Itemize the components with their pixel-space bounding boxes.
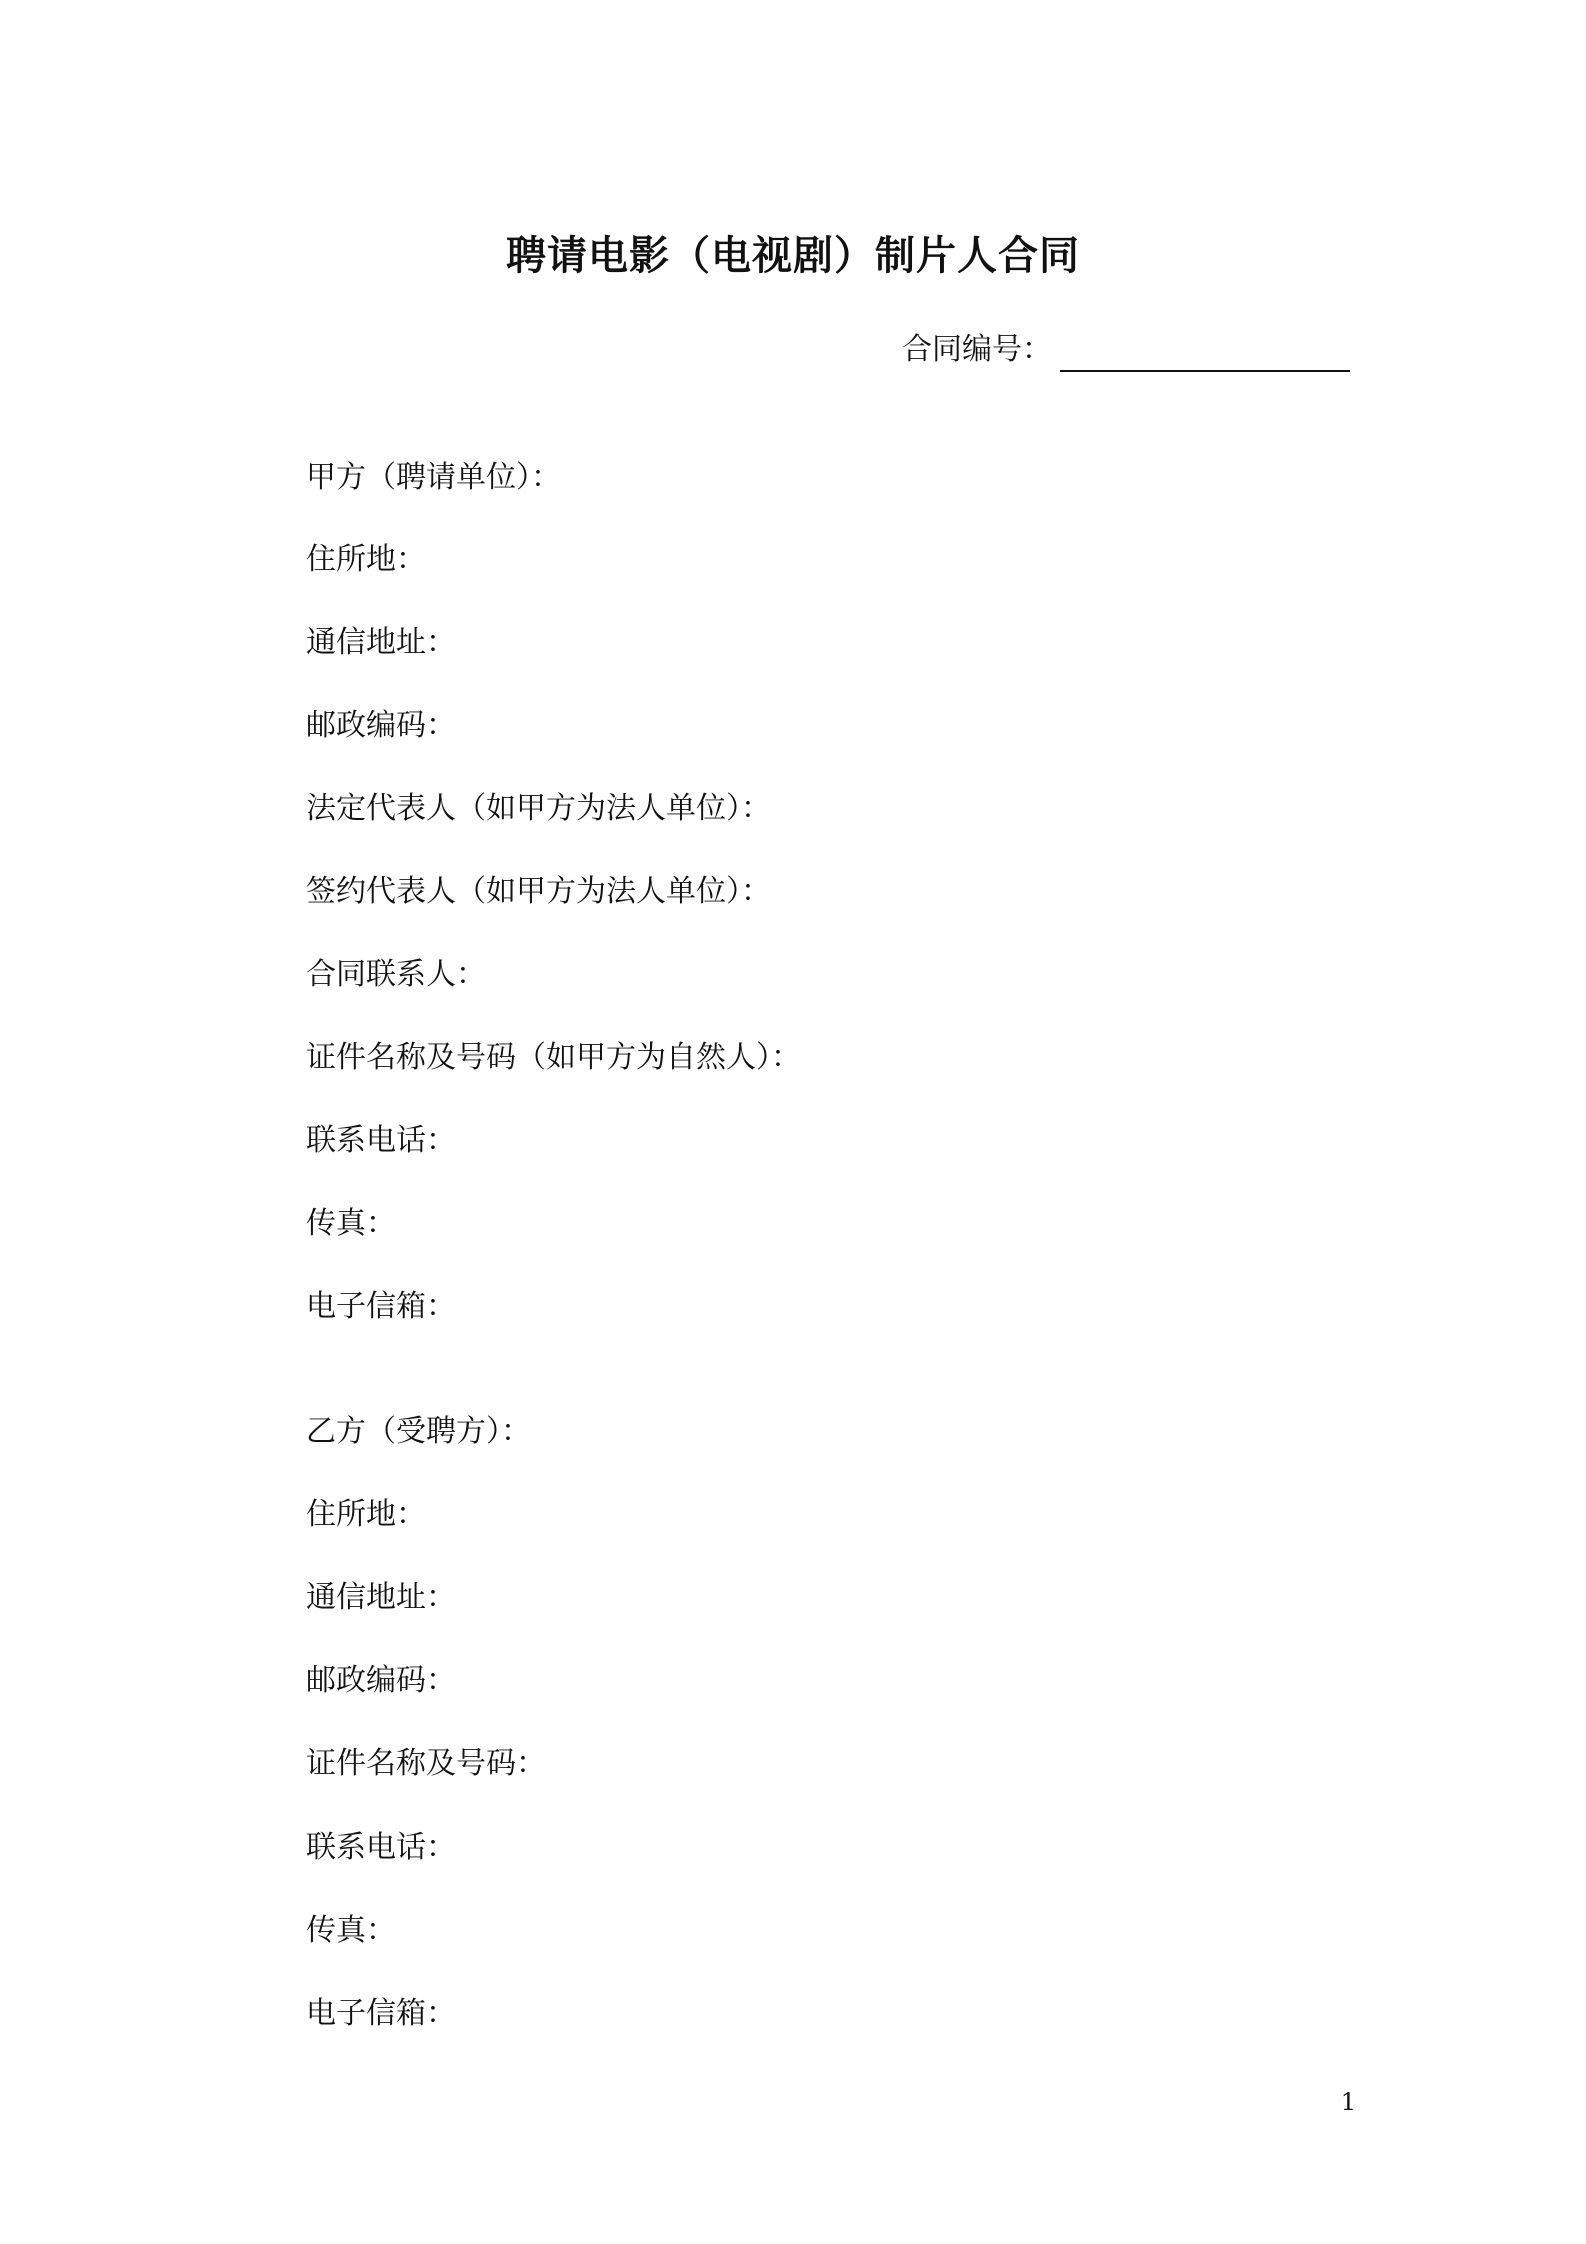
party-a-field-signing-representative: 签约代表人（如甲方为法人单位）： (306, 874, 771, 909)
party-b-heading: 乙方（受聘方）： (306, 1414, 531, 1449)
party-b-field-phone: 联系电话： (306, 1830, 456, 1865)
party-b-field-email: 电子信箱： (306, 1996, 456, 2031)
party-a-field-mailing-address: 通信地址： (306, 625, 456, 660)
party-a-field-phone: 联系电话： (306, 1123, 456, 1158)
party-a-field-residence: 住所地： (306, 542, 426, 577)
contract-number-blank (1060, 336, 1350, 372)
party-b-field-fax: 传真： (306, 1913, 396, 1948)
party-b-field-mailing-address: 通信地址： (306, 1580, 456, 1615)
party-a-field-fax: 传真： (306, 1206, 396, 1241)
contract-number (902, 328, 1350, 372)
document-title: 聘请电影（电视剧）制片人合同 (506, 233, 1080, 279)
party-a-field-contact-person: 合同联系人： (306, 957, 486, 992)
contract-number-label: 合同编号： (902, 332, 1052, 367)
party-a-heading: 甲方（聘请单位）： (306, 460, 561, 495)
party-b-field-id-document: 证件名称及号码： (306, 1746, 546, 1781)
party-a-field-legal-representative: 法定代表人（如甲方为法人单位）： (306, 791, 771, 826)
party-b-field-postal-code: 邮政编码： (306, 1663, 456, 1698)
party-a-field-id-document: 证件名称及号码（如甲方为自然人）： (306, 1040, 801, 1075)
party-a-field-email: 电子信箱： (306, 1289, 456, 1324)
party-b-field-residence: 住所地： (306, 1497, 426, 1532)
party-a-field-postal-code: 邮政编码： (306, 708, 456, 743)
page-number: 1 (1340, 2088, 1356, 2116)
